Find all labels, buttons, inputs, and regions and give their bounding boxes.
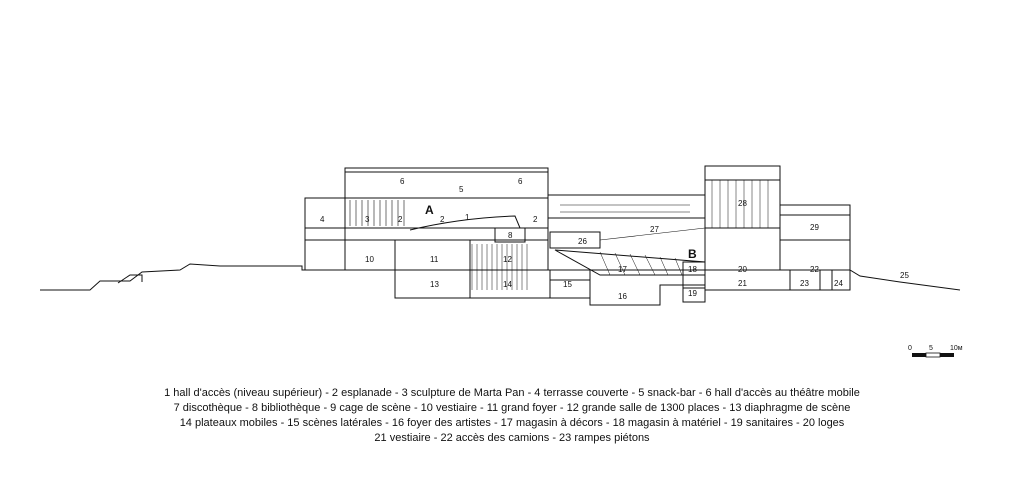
room-label: 13 [430, 280, 439, 289]
room-label: 15 [563, 280, 572, 289]
room-label: 19 [688, 289, 697, 298]
scale-tick: 10м [950, 345, 963, 352]
room-26 [550, 232, 600, 248]
room-label: 29 [810, 223, 819, 232]
room-label: 26 [578, 237, 587, 246]
legend-line: 1 hall d'accès (niveau supérieur) - 2 esplanade - 3 sculpture de Marta Pan - 4 terrasse couverte - 5 snack-bar - 6 hall d'accès au théâtre mobile [164, 387, 860, 399]
room-label: 2 [533, 215, 538, 224]
room-label: 3 [365, 215, 370, 224]
scale-tick: 0 [908, 345, 912, 352]
scale-tick: 5 [929, 345, 933, 352]
room-label: 11 [430, 255, 439, 264]
room-label: 2 [398, 215, 403, 224]
room-label: 10 [365, 255, 374, 264]
middle-roof [548, 195, 705, 218]
legend-line: 21 vestiaire - 22 accès des camions - 23 rampes piétons [374, 432, 650, 444]
room-label: 16 [618, 292, 627, 301]
room-label: 20 [738, 265, 747, 274]
room-label: 4 [320, 215, 325, 224]
room-label: 17 [618, 265, 627, 274]
room-label: 24 [834, 279, 843, 288]
room-label: 1 [465, 213, 470, 222]
ground-line [40, 264, 960, 290]
room-label: 14 [503, 280, 512, 289]
legend [0, 386, 1024, 446]
legend-line: 7 discothèque - 8 bibliothèque - 9 cage de scène - 10 vestiaire - 11 grand foyer - 12 grande salle de 1300 places - 13 diaphragme de scène [173, 402, 851, 414]
zone-label-a: A [425, 203, 434, 217]
room-label: 12 [503, 255, 512, 264]
entry-ramp [118, 275, 142, 283]
zone-label-b: B [688, 247, 697, 261]
room-label: 6 [400, 177, 405, 186]
legend-line: 14 plateaux mobiles - 15 scènes latérales - 16 foyer des artistes - 17 magasin à décors - 18 magasin à matériel - 19 sanitaires - 20 loges [179, 417, 845, 429]
bottom-right-rooms [705, 270, 850, 290]
room-label: 27 [650, 225, 659, 234]
room-label: 23 [800, 279, 809, 288]
room-label: 2 [440, 215, 445, 224]
scale-bar [908, 345, 963, 357]
fly-tower [705, 166, 780, 270]
room-label: 8 [508, 231, 513, 240]
room-label: 6 [518, 177, 523, 186]
room-label: 5 [459, 185, 464, 194]
room-label: 25 [900, 271, 909, 280]
room-label: 28 [738, 199, 747, 208]
room-label: 22 [810, 265, 819, 274]
room-label: 18 [688, 265, 697, 274]
room-label: 21 [738, 279, 747, 288]
room-labels [320, 177, 909, 301]
